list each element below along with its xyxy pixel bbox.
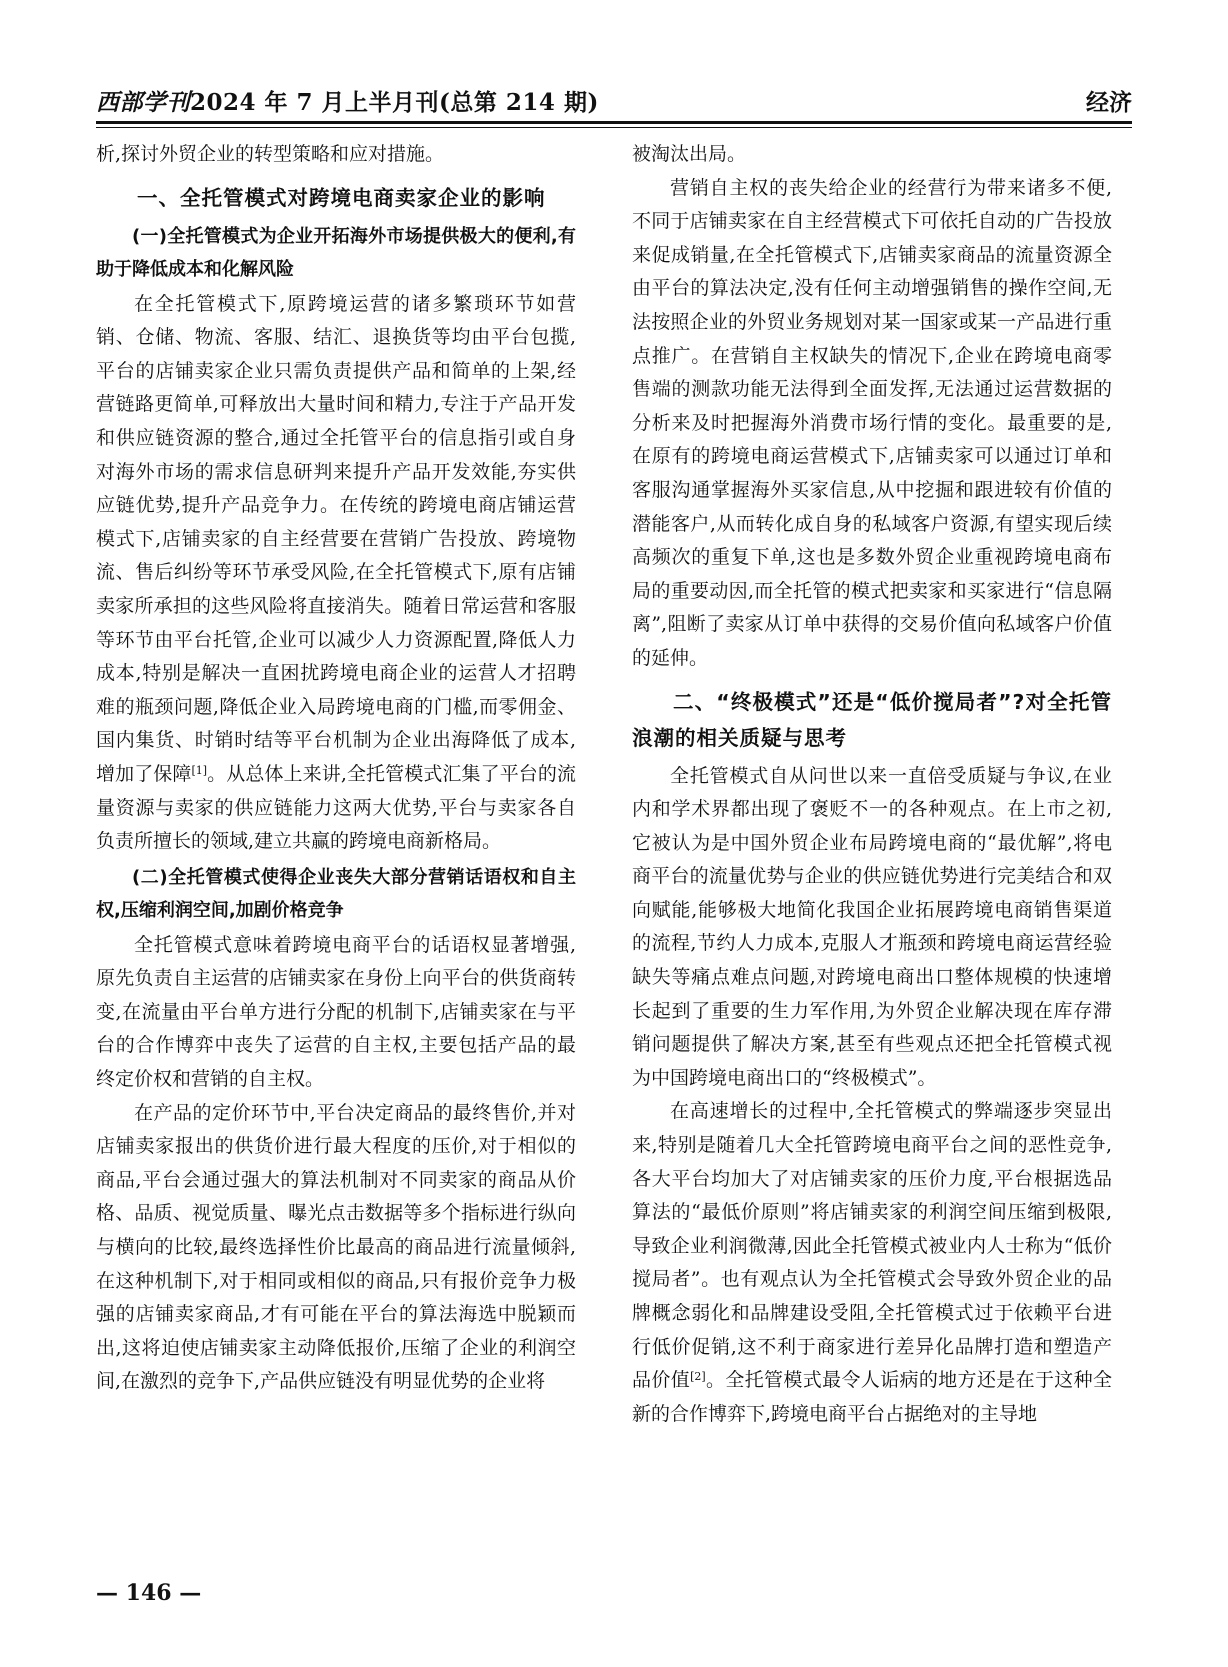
section-heading-1: 一、全托管模式对跨境电商卖家企业的影响 bbox=[137, 185, 546, 210]
left-column bbox=[96, 138, 576, 1399]
journal-logo: 西部学刊 bbox=[96, 89, 190, 116]
citation-ref: [1] bbox=[191, 763, 208, 777]
paragraph: 全托管模式自从问世以来一直倍受质疑与争议,在业内和学术界都出现了褒贬不一的各种观点。在上市之初,它被认为是中国外贸企业布局跨境电商的“最优解”,将电商平台的流量优势与企业的供应链优势进行完美结合和双向赋能,能够极大地简化我国企业拓展跨境电商销售渠道的流程,节约人力成本,克服人才瓶颈和跨境电商运营经验缺失等痛点难点问题,对跨境电商出口整体规模的快速增长起到了重要的生力军作用,为外贸企业解决现在库存滞销问题提供了解决方案,甚至有些观点还把全托管模式视为中国跨境电商出口的“终极模式”。 bbox=[632, 764, 1112, 1089]
right-column bbox=[632, 138, 1112, 1431]
paragraph: 营销自主权的丧失给企业的经营行为带来诸多不便,不同于店铺卖家在自主经营模式下可依托自动的广告投放来促成销量,在全托管模式下,店铺卖家商品的流量资源全由平台的算法决定,没有任何主动增强销售的操作空间,无法按照企业的外贸业务规划对某一国家或某一产品进行重点推广。在营销自主权缺失的情况下,企业在跨境电商零售端的测款功能无法得到全面发挥,无法通过运营数据的分析来及时把握海外消费市场行情的变化。最重要的是,在原有的跨境电商运营模式下,店铺卖家可以通过订单和客服沟通掌握海外买家信息,从中挖掘和跟进较有价值的潜能客户,从而转化成自身的私域客户资源,有望实现后续高频次的重复下单,这也是多数外贸企业重视跨境电商布局的重要动因,而全托管的模式把卖家和买家进行“信息隔离”,阻断了卖家从订单中获得的交易价值向私域客户价值的延伸。 bbox=[632, 176, 1112, 669]
running-header bbox=[96, 84, 1132, 120]
paragraph-text: 在高速增长的过程中,全托管模式的弊端逐步突显出来,特别是随着几大全托管跨境电商平台之间的恶性竞争,各大平台均加大了对店铺卖家的压价力度,平台根据选品算法的“最低价原则”将店铺卖家的利润空间压缩到极限,导致企业利润微薄,因此全托管模式被业内人士称为“低价搅局者”。也有观点认为全托管模式会导致外贸企业的品牌概念弱化和品牌建设受阻,全托管模式过于依赖平台进行低价促销,这不利于商家进行差异化品牌打造和塑造产品价值 bbox=[632, 1100, 1112, 1392]
paragraph: 全托管模式意味着跨境电商平台的话语权显著增强,原先负责自主运营的店铺卖家在身份上向平台的供货商转变,在流量由平台单方进行分配的机制下,店铺卖家在与平台的合作博弈中丧失了运营的自主权,主要包括产品的最终定价权和营销的自主权。 bbox=[96, 933, 576, 1091]
paragraph: 被淘汰出局。 bbox=[632, 143, 747, 165]
paragraph-text: 。全托管模式最令人诟病的地方还是在于这种全新的合作博弈下,跨境电商平台占据绝对的主导地 bbox=[632, 1369, 1112, 1425]
paragraph bbox=[632, 1095, 1112, 1431]
header-rule-thin bbox=[96, 127, 1132, 128]
paragraph bbox=[96, 288, 576, 859]
section-heading-2: 二、“终极模式”还是“低价搅局者”?对全托管浪潮的相关质疑与思考 bbox=[632, 689, 1112, 750]
journal-masthead bbox=[96, 84, 599, 117]
subsection-heading-2: (二)全托管模式使得企业丧失大部分营销话语权和自主权,压缩利润空间,加剧价格竞争 bbox=[96, 866, 576, 921]
issue-info: 2024 年 7 月上半月刊(总第 214 期) bbox=[190, 89, 599, 116]
header-rule bbox=[96, 121, 1132, 124]
page-number: — 146 — bbox=[96, 1580, 202, 1606]
paragraph-text: 在全托管模式下,原跨境运营的诸多繁琐环节如营销、仓储、物流、客服、结汇、退换货等均由平台包揽,平台的店铺卖家企业只需负责提供产品和简单的上架,经营链路更简单,可释放出大量时间和精力,专注于产品开发和供应链资源的整合,通过全托管平台的信息指引或自身对海外市场的需求信息研判来提升产品开发效能,夯实供应链优势,提升产品竞争力。在传统的跨境电商店铺运营模式下,店铺卖家的自主经营要在营销广告投放、跨境物流、售后纠纷等环节承受风险,在全托管模式下,原有店铺卖家所承担的这些风险将直接消失。随着日常运营和客服等环节由平台托管,企业可以减少人力资源配置,降低人力成本,特别是解决一直困扰跨境电商企业的运营人才招聘难的瓶颈问题,降低企业入局跨境电商的门槛,而零佣金、国内集货、时销时结等平台机制为企业出海降低了成本,增加了保障 bbox=[96, 292, 576, 785]
citation-ref: [2] bbox=[690, 1370, 706, 1384]
paragraph: 在产品的定价环节中,平台决定商品的最终售价,并对店铺卖家报出的供货价进行最大程度的压价,对于相似的商品,平台会通过强大的算法机制对不同卖家的商品从价格、品质、视觉质量、曝光点击数据等多个指标进行纵向与横向的比较,最终选择性价比最高的商品进行流量倾斜,在这种机制下,对于相同或相似的商品,只有报价竞争力极强的店铺卖家商品,才有可能在平台的算法海选中脱颖而出,这将迫使店铺卖家主动降低报价,压缩了企业的利润空间,在激烈的竞争下,产品供应链没有明显优势的企业将 bbox=[96, 1101, 576, 1393]
paragraph: 析,探讨外贸企业的转型策略和应对措施。 bbox=[96, 143, 445, 165]
subsection-heading-1: (一)全托管模式为企业开拓海外市场提供极大的便利,有助于降低成本和化解风险 bbox=[96, 225, 576, 280]
section-label: 经济 bbox=[1086, 89, 1132, 116]
paragraph-text: 。从总体上来讲,全托管模式汇集了平台的流量资源与卖家的供应链能力这两大优势,平台与卖家各自负责所擅长的领域,建立共赢的跨境电商新格局。 bbox=[96, 762, 576, 853]
